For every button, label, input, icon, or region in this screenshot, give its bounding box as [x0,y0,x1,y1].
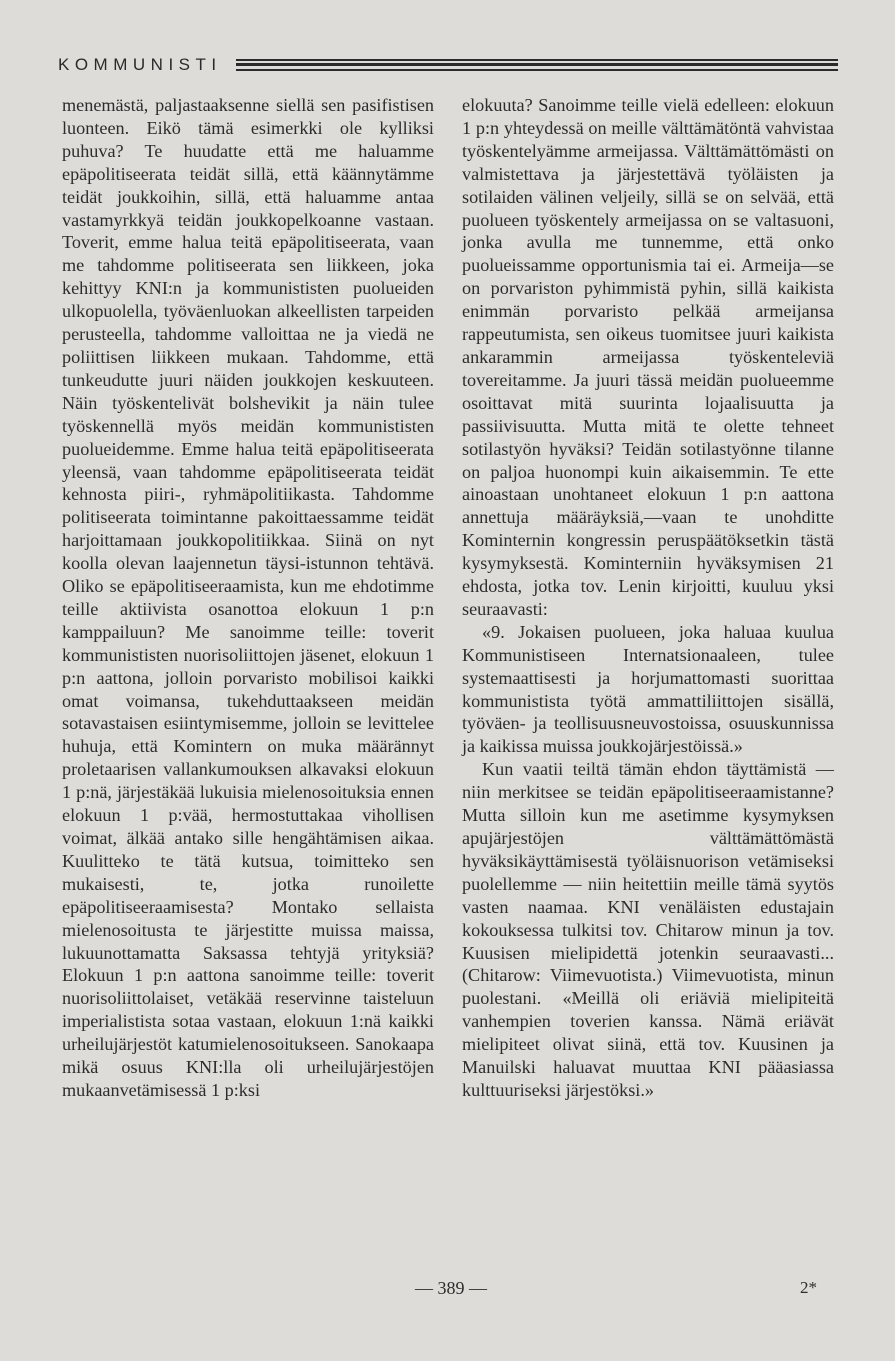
page-number: — 389 — [415,1278,487,1298]
running-head [58,50,838,80]
quoted-condition-9: «9. Jokaisen puolueen, joka haluaa kuulua Kommunistiseen Internatsionaaleen, tulee systemaattisesti ja horjumattomasti suorittaa kommunistista työtä ammattiliittojen sisällä, työväen- ja teollisuusneuvostoissa, osuuskunnissa ja kaikissa muissa joukkojärjestöissä.» [462,621,834,757]
left-column [62,94,434,1102]
right-column [462,94,834,1102]
header-rule [236,59,838,71]
page-footer [0,1278,895,1308]
signature-mark: 2* [800,1278,817,1297]
left-paragraph-1: menemästä, paljastaaksenne siellä sen pasifistisen luonteen. Eikö tämä esimerkki ole kylliksi puhuva? Te huudatte että me haluamme epäpolitiseerata teidät sillä, että käännytämme teidät joukkoihin, sillä, että haluamme antaa vastamyrkkyä teidän joukkopelkoanne vastaan. Toverit, emme halua teitä epäpolitiseerata, vaan me tahdomme politiseerata sen liikkeen, joka kehittyy KNI:n ja kommunististen puolueiden ulkopuolella, työväenluokan alkeellisten tarpeiden perusteella, tahdomme valloittaa ne ja viedä ne poliittisen liikkeen mukaan. Tahdomme, että tunkeudutte juuri näiden joukkojen keskuuteen. Näin työskentelivät bolshevikit ja näin tulee työskennellä myös meidän kommunististen puolueidemme. Emme halua teitä epäpolitiseerata yleensä, vaan tahdomme epäpolitiseerata teidät kehnosta piiri-, ryhmäpolitiikasta. Tahdomme politiseerata toimintanne pakoittaessamme teidät harjoittamaan joukkopolitiikkaa. Siinä on nyt koolla olevan laajennetun täysi-istunnon tehtävä. Oliko se epäpolitiseeraamista, kun me ehdotimme teille aktiivista osanottoa elokuun 1 p:n kamppailuun? Me sanoimme teille: toverit kommunististen nuorisoliittojen jäsenet, elokuun 1 p:n aattona, jolloin porvaristo mobilisoi kaikki omat voimansa, tukehduttaakseen meidän sotavastaisen esiintymisemme, jolloin se levittelee huhuja, että Komintern on muka määrännyt proletaarisen vallankumouksen alkavaksi elokuun 1 p:nä, järjestäkää lukuisia mielenosoituksia ennen elokuun 1 p:vää, hermostuttakaa vihollisen voimat, älkää antako sille hengähtämisen aikaa. Kuulitteko te tätä kutsua, toimitteko sen mukaisesti, te, jotka runoilette epäpolitiseeraamisesta? Montako sellaista mielenosoitusta te järjestitte muissa maissa, lukuunottamatta Saksassa tehtyjä yrityksiä? Elokuun 1 p:n aattona sanoimme teille: toverit nuorisoliittolaiset, vetäkää reservinne taisteluun imperialistista sotaa vastaan, elokuun 1:nä kaikki urheilujärjestöt katumielenosoitukseen. Sanokaapa mikä osuus KNI:lla oli urheilujärjestöjen mukaanvetämisessä 1 p:ksi [62,95,434,1100]
right-paragraph-3: Kun vaatii teiltä tämän ehdon täyttämistä — niin merkitsee se teidän epäpolitiseeraamistanne? Mutta silloin kun me asetimme kysymyksen apujärjestöjen välttämättömästä hyväksikäyttämisestä työläisnuorison vetämiseksi puolellemme — niin heitettiin meille tämä syytös vasten naamaa. KNI venäläisten edustajain kokouksessa tulkitsi tov. Chitarow minun ja tov. Kuusisen mielipidettä jotenkin seuraavasti... (Chitarow: Viimevuotista.) Viimevuotista, minun puolestani. «Meillä oli eriäviä mielipiteitä vanhempien toverien kanssa. Nämä eriävät mielipiteet olivat siinä, että tov. Kuusinen ja Manuilski haluavat muuttaa KNI pääasiassa kulttuuriseksi järjestöksi.» [462,759,834,1100]
right-paragraph-1: elokuuta? Sanoimme teille vielä edelleen: elokuun 1 p:n yhteydessä on meille välttämätöntä vahvistaa työskentelyämme armeijassa. Välttämättömästi on valmistettava ja järjestettävä työläisten ja sotilaiden välinen veljeily, sillä se on selvää, että puolueen työskentely armeijassa on se valtasuoni, jonka avulla me tunnemme, että onko puolueissamme opportunismia tai ei. Armeija—se on porvariston pyhimmistä pyhin, sillä kaikista enimmän porvaristo pelkää armeijansa rappeutumista, sen oikeus tuomitsee juuri kaikista ankarammin armeijassa työskenteleviä tovereitamme. Ja juuri tässä meidän puolueemme osoittavat mitä suurinta lojaalisuutta ja passiivisuutta. Mutta mitä te olette tehneet sotilastyön hyväksi? Teidän sotilastyönne tilanne on paljoa huonompi kuin aikaisemmin. Te ette ainoastaan unohtaneet elokuun 1 p:n aattona annettuja määräyksiä,—vaan te unohditte Kominternin kongressin peruspäätöksetkin tästä kysymyksestä. Kominterniin hyväksymisen 21 ehdosta, jotka tov. Lenin kirjoitti, kuuluu yksi seuraavasti: [462,95,834,619]
journal-title: KOMMUNISTI [58,55,222,74]
